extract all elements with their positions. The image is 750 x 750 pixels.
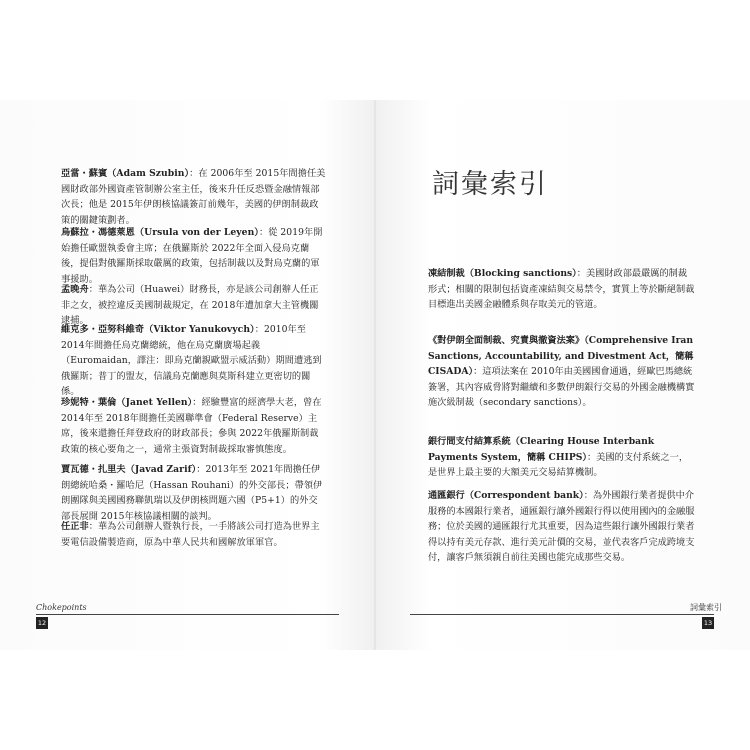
person-entry: [61, 322, 326, 400]
page-number: 12: [37, 619, 47, 627]
entry-term: 烏蘇拉・馮德萊恩（Ursula von der Leyen）: [61, 227, 259, 238]
entry-body: ：美國的支付系統之一，是世界上最主要的大額美元交易結算機制。: [428, 451, 689, 478]
running-footer-title: Chokepoints: [36, 603, 87, 612]
entry-body: ：經驗豐富的經濟學大老，曾在 2014年至 2018年間擔任美國聯準會（Federal Reserve）主席，後來還擔任拜登政府的財政部長；參與 2022年俄羅斯制裁政策的核心要角之一，通常主張資對制裁採取審慎態度。: [61, 397, 322, 455]
entry-term: 賈瓦德・扎里夫（Javad Zarif）: [61, 464, 197, 475]
glossary-entry: [428, 434, 696, 481]
person-entry: [61, 395, 326, 457]
person-entry: [61, 519, 326, 550]
entry-body: ：從 2019年開始擔任歐盟執委會主席；在俄羅斯於 2022年全面入侵烏克蘭後，提倡對俄羅斯採取嚴厲的政策，包括制裁以及對烏克蘭的軍事援助。: [61, 227, 323, 285]
glossary-entry: [428, 266, 696, 313]
page-heading: 詞彙索引: [432, 169, 548, 200]
entry-body: ：2013年至 2021年間擔任伊朗總統哈桑・羅哈尼（Hassan Rouhani）的外交部長；帶領伊朗團隊與美國國務聯凱瑞以及伊朗核問題六國（P5+1）的外交部長展開 2015年核協議相關的談判。: [61, 464, 323, 522]
glossary-entry: [428, 333, 696, 411]
entry-term: 亞當・蘇賓（Adam Szubin）: [61, 168, 190, 179]
glossary-entry: [428, 488, 696, 566]
entry-body: ：為外國銀行業者提供中介服務的本國銀行業者，通匯銀行讓外國銀行得以使用國內的金融服務；位於美國的通匯銀行尤其重要，因為這些銀行讓外國銀行業者得以持有美元存款、進行美元計價的交易，並代表客戶完成跨境支付，讓客戶無須親自前往美國也能完成那些交易。: [428, 490, 695, 563]
entry-body: ：美國財政部最嚴厲的制裁形式；相關的限制包括資產凍結與交易禁令，實質上等於斷絕制裁目標進出美國金融體系與存取美元的管道。: [428, 268, 695, 310]
entry-body: ：這項法案在 2010年由美國國會通過，經歐巴馬總統簽署，其內容威脅將對繼續和多數伊朗銀行交易的外國金融機構實施次級制裁（secondary sanctions）。: [428, 366, 695, 408]
entry-term: 凍結制裁（Blocking sanctions）: [428, 268, 577, 279]
entry-term: 銀行間支付結算系統（Clearing House Interbank Payments System，簡稱 CHIPS）: [428, 436, 655, 463]
running-footer-title: 詞彙索引: [690, 603, 722, 612]
footer-rule: [36, 614, 339, 615]
entry-body: ：在 2006年至 2015年間擔任美國財政部外國資產管制辦公室主任，後來升任反恐暨金融情報部次長；他是 2015年伊朗核協議簽訂前幾年，美國的伊朗制裁政策的關鍵策劃者。: [61, 168, 326, 226]
entry-term: 《對伊朗全面制裁、究責與撤資法案》（Comprehensive Iran Sanctions, Accountability, and Divestment Act，簡稱 CISADA）: [428, 335, 694, 377]
entry-term: 通匯銀行（Correspondent bank）: [428, 490, 584, 501]
page-number: 13: [703, 619, 713, 627]
entry-body: ：華為公司創辦人暨執行長，一手將該公司打造為世界主要電信設備製造商，原為中華人民共和國解放軍軍官。: [61, 521, 320, 548]
entry-body: ：華為公司（Huawei）財務長，亦是該公司創辦人任正非之女，被控違反美國制裁規定，在 2018年遭加拿大主管機關逮捕。: [61, 284, 319, 326]
entry-term: 任正非: [61, 521, 89, 532]
person-entry: [61, 166, 326, 228]
entry-term: 孟晚舟: [61, 284, 89, 295]
book-gutter: [374, 100, 376, 650]
footer-rule: [410, 614, 714, 615]
entry-term: 珍妮特・葉倫（Janet Yellen）: [61, 397, 193, 408]
person-entry: [61, 225, 326, 287]
person-entry: [61, 462, 326, 524]
entry-body: ：2010年至 2014年間擔任烏克蘭總統，他在烏克蘭廣場起義（Euromaidan，譯注：即烏克蘭親歐盟示威活動）期間遭逃到俄羅斯；普丁的盟友，信議烏克蘭應與莫斯科建立更密切的關係。: [61, 324, 322, 397]
entry-term: 維克多・亞努科維奇（Viktor Yanukovych）: [61, 324, 255, 335]
